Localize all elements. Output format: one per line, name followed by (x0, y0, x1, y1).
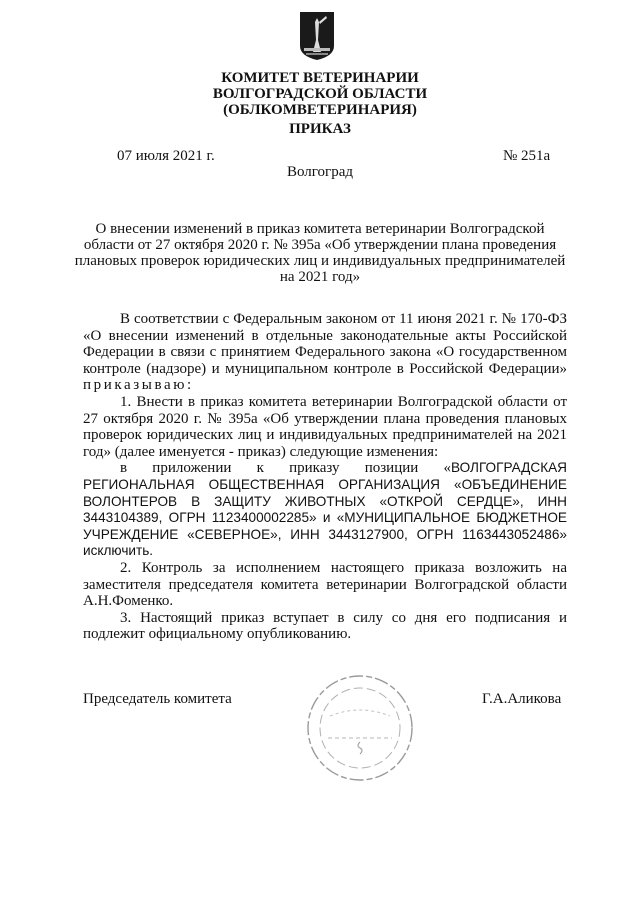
item-1-sub-caps: ВОЛГОГРАДСКАЯ РЕГИОНАЛЬНАЯ ОБЩЕСТВЕННАЯ ОРГАНИЗАЦИЯ «ОБЪЕДИНЕНИЕ ВОЛОНТЕРОВ В ЗАЩИТУ ЖИВОТНЫХ «ОТКРОЙ СЕРДЦЕ», ИНН 3443104389, ОГРН 1123400002285» и «МУНИЦИПАЛЬНОЕ БЮДЖЕТНОЕ УЧРЕЖДЕНИЕ «СЕВЕРНОЕ», ИНН 3443127900, ОГРН 1163443052486» исключить. (83, 460, 567, 559)
document-city: Волгоград (286, 164, 353, 180)
signature-role: Председатель комитета (83, 691, 232, 707)
document-number: № 251а (503, 148, 551, 164)
document-subject: О внесении изменений в приказ комитета ветеринарии Волгоградской области от 27 октября 2020 г. № 395а «Об утверждении плана проведения плановых проверок юридических лиц и индивидуальных предпринимателей на 2021 год» (74, 221, 566, 285)
org-name-line2: ВОЛГОГРАДСКОЙ ОБЛАСТИ (212, 86, 428, 102)
preamble-text: В соответствии с Федеральным законом от 11 июня 2021 г. № 170-ФЗ «О внесении изменений в отдельные законодательные акты Российской Федерации в связи с принятием Федерального закона «О государственном контроле (надзоре) и муниципальном контроле в Российской Федерации» (83, 311, 567, 377)
item-2-paragraph: 2. Контроль за исполнением настоящего приказа возложить на заместителя председателя комитета ветеринарии Волгоградской области А.Н.Фоменко. (83, 559, 567, 610)
item-3-paragraph: 3. Настоящий приказ вступает в силу со дня его подписания и подлежит официальному опубликованию. (83, 609, 567, 643)
item-1-paragraph: 1. Внести в приказ комитета ветеринарии Волгоградской области от 27 октября 2020 г. № 395а «Об утверждении плана проведения плановых проверок юридических лиц и индивидуальных предпринимателей на 2021 год» (далее именуется - приказ) следующие изменения: (83, 393, 567, 460)
signature-name: Г.А.Аликова (482, 691, 562, 707)
org-name-line3: (ОБЛКОМВЕТЕРИНАРИЯ) (223, 102, 417, 118)
item-1-sub-start: в приложении к приказу позиции « (120, 460, 451, 477)
item-1-sub-paragraph (83, 460, 567, 560)
document-date: 07 июля 2021 г. (117, 148, 215, 164)
decree-word: приказываю: (83, 377, 194, 394)
seal-stamp-icon (300, 668, 420, 788)
document-type: ПРИКАЗ (289, 121, 351, 137)
org-name-line1: КОМИТЕТ ВЕТЕРИНАРИИ (221, 70, 419, 86)
coat-of-arms-icon (298, 10, 336, 62)
preamble-paragraph (83, 311, 567, 394)
document-body (83, 311, 567, 643)
